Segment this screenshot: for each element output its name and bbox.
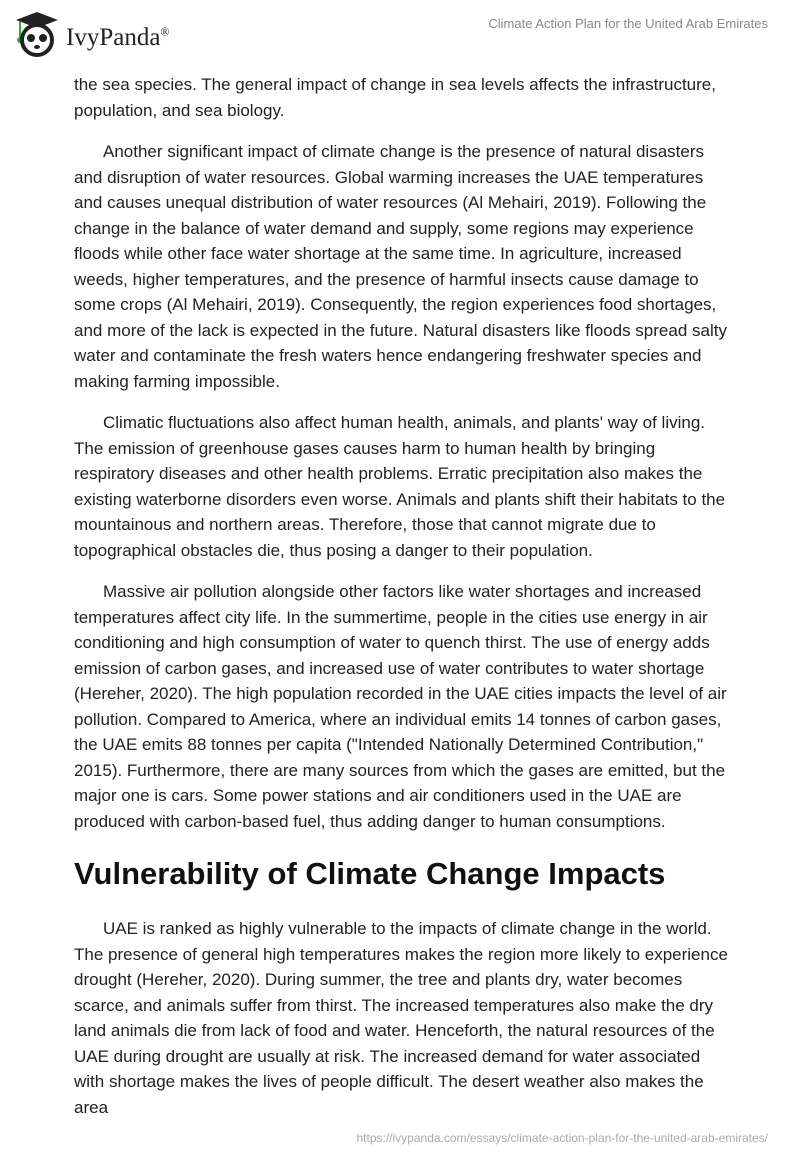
essay-body <box>74 72 728 1136</box>
panda-logo-icon <box>12 8 62 58</box>
logo-text: IvyPanda® <box>66 24 170 51</box>
paragraph: Another significant impact of climate change is the presence of natural disasters and disruption of water resources. Global warming increases the UAE temperatures and causes unequal distribution of water resources (Al Mehairi, 2019). Following the change in the balance of water demand and supply, some regions may experience floods while other face water shortage at the same time. In agriculture, increased weeds, higher temperatures, and the presence of harmful insects cause damage to some crops (Al Mehairi, 2019). Consequently, the region experiences food shortages, and more of the lack is expected in the future. Natural disasters like floods spread salty water and contaminate the fresh waters hence endangering freshwater species and making farming impossible. <box>74 142 727 391</box>
paragraph: Massive air pollution alongside other factors like water shortages and increased temperatures affect city life. In the summertime, people in the cities use energy in air conditioning and high consumption of water to quench thirst. The use of energy adds emission of carbon gases, and increased use of water contributes to water shortage (Hereher, 2020). The high population recorded in the UAE cities impacts the level of air pollution. Compared to America, where an individual emits 14 tonnes of carbon gases, the UAE emits 88 tonnes per capita ("Intended Nationally Determined Contribution," 2015). Furthermore, there are many sources from which the gases are emitted, but the major one is cars. Some power stations and air conditioners used in the UAE are produced with carbon-based fuel, thus adding danger to human consumptions. <box>74 582 727 831</box>
ivypanda-logo[interactable] <box>12 8 170 58</box>
section-heading: Vulnerability of Climate Change Impacts <box>74 856 666 891</box>
paragraph: Climatic fluctuations also affect human health, animals, and plants' way of living. The emission of greenhouse gases causes harm to human health by bringing respiratory diseases and other health problems. Erratic precipitation also makes the existing waterborne disorders even worse. Animals and plants shift their habitats to the mountainous and northern areas. Therefore, those that cannot migrate due to topographical obstacles die, thus posing a danger to their population. <box>74 413 726 560</box>
source-url[interactable]: https://ivypanda.com/essays/climate-action-plan-for-the-united-arab-emirates/ <box>356 1131 768 1145</box>
page-header <box>0 0 800 70</box>
paragraph: the sea species. The general impact of change in sea levels affects the infrastructure, population, and sea biology. <box>74 75 716 120</box>
document-title: Climate Action Plan for the United Arab Emirates <box>488 16 768 31</box>
paragraph: UAE is ranked as highly vulnerable to the impacts of climate change in the world. The presence of general high temperatures makes the region more likely to experience drought (Hereher, 2020). During summer, the tree and plants dry, water becomes scarce, and animals suffer from thirst. The increased temperatures also make the dry land animals die from lack of food and water. Henceforth, the natural resources of the UAE during drought are usually at risk. The increased demand for water associated with shortage makes the lives of people difficult. The desert weather also makes the area <box>74 919 728 1117</box>
